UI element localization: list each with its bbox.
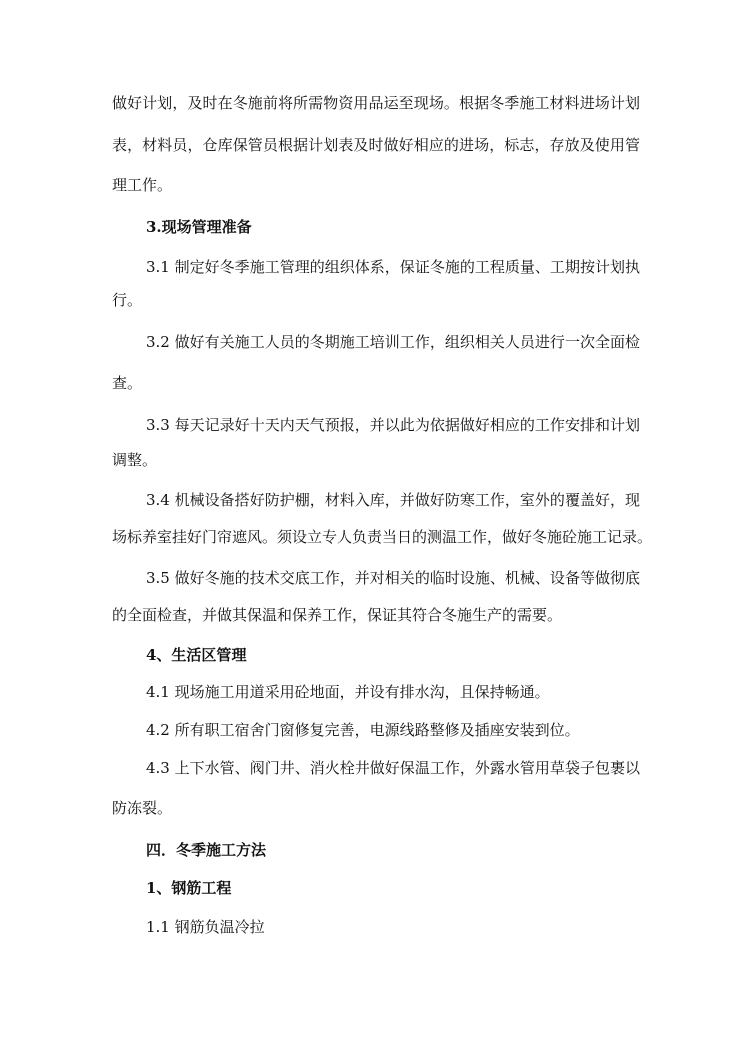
text-line: 调整。 [112,451,158,469]
text-line: 表，材料员，仓库保管员根据计划表及时做好相应的进场，标志，存放及使用管 [112,136,640,154]
text-line: 3.3 每天记录好十天内天气预报，并以此为依据做好相应的工作安排和计划 [146,416,640,434]
text-line: 理工作。 [112,176,173,194]
text-line: 4.1 现场施工用道采用砼地面，并设有排水沟，且保持畅通。 [146,683,550,701]
section-heading: 4、生活区管理 [146,646,247,664]
text-line: 行。 [112,291,143,309]
text-line: 3.1 制定好冬季施工管理的组织体系，保证冬施的工程质量、工期按计划执 [146,258,640,276]
section-heading: 3.现场管理准备 [146,218,252,236]
text-line: 做好计划，及时在冬施前将所需物资用品运至现场。根据冬季施工材料进场计划 [112,94,640,112]
text-line: 防冻裂。 [112,799,173,817]
text-line: 的全面检查，并做其保温和保养工作，保证其符合冬施生产的需要。 [112,606,563,624]
text-line: 查。 [112,374,143,392]
section-heading: 1、钢筋工程 [146,879,232,897]
section-heading: 四．冬季施工方法 [146,841,267,859]
text-line: 3.2 做好有关施工人员的冬期施工培训工作，组织相关人员进行一次全面检 [146,333,640,351]
text-line: 4.2 所有职工宿舍门窗修复完善，电源线路整修及插座安装到位。 [146,721,580,739]
text-line: 3.5 做好冬施的技术交底工作，并对相关的临时设施、机械、设备等做彻底 [146,569,640,587]
text-line: 场标养室挂好门帘遮风。须设立专人负责当日的测温工作，做好冬施砼施工记录。 [112,528,653,546]
text-line: 4.3 上下水管、阀门井、消火栓井做好保温工作，外露水管用草袋子包裹以 [146,759,640,777]
text-line: 3.4 机械设备搭好防护棚，材料入库，并做好防寒工作，室外的覆盖好，现 [146,491,640,509]
text-line: 1.1 钢筋负温冷拉 [146,918,265,936]
